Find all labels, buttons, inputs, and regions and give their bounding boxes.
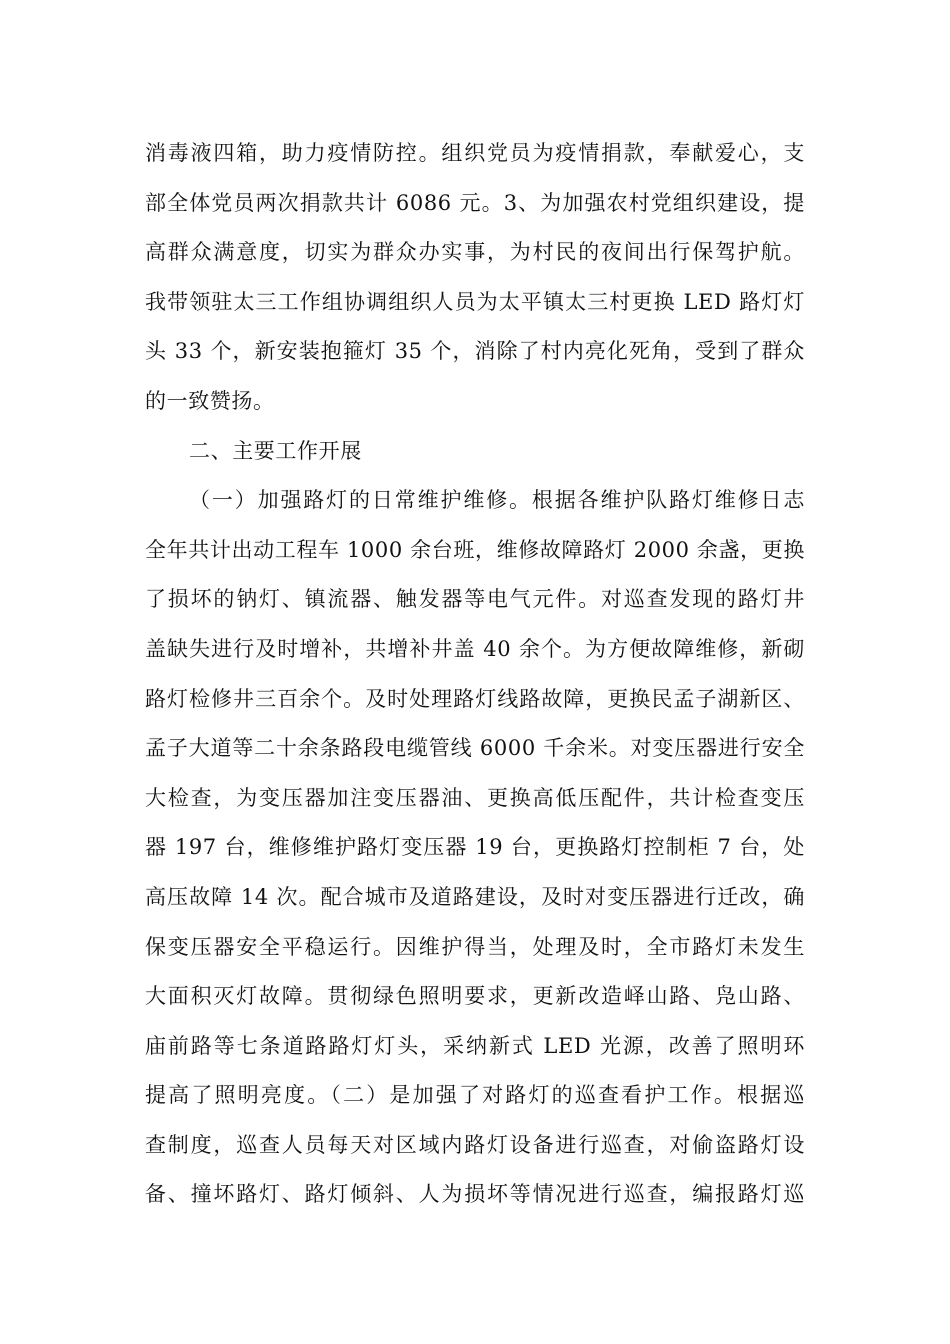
text-line-18: 大面积灭灯故障。贯彻绿色照明要求，更新改造峄山路、凫山路、 <box>145 984 805 1009</box>
section-heading: 二、主要工作开展 <box>189 438 362 463</box>
text-line-15: 器 197 台，维修维护路灯变压器 19 台，更换路灯控制柜 7 台，处 <box>145 835 805 860</box>
text-line-2: 部全体党员两次捐款共计 6086 元。3、为加强农村党组织建设，提 <box>145 190 805 215</box>
text-line-5: 头 33 个，新安装抱箍灯 35 个，消除了村内亮化死角，受到了群众 <box>145 339 805 364</box>
text-line-17: 保变压器安全平稳运行。因维护得当，处理及时，全市路灯未发生 <box>145 934 805 959</box>
text-line-16: 高压故障 14 次。配合城市及道路建设，及时对变压器进行迁改，确 <box>145 884 805 909</box>
text-line-3: 高群众满意度，切实为群众办实事，为村民的夜间出行保驾护航。 <box>145 240 805 265</box>
text-line-10: 了损坏的钠灯、镇流器、触发器等电气元件。对巡查发现的路灯井 <box>145 587 805 612</box>
text-line-20: 提高了照明亮度。（二）是加强了对路灯的巡查看护工作。根据巡 <box>145 1083 805 1108</box>
text-line-22: 备、撞坏路灯、路灯倾斜、人为损坏等情况进行巡查，编报路灯巡 <box>145 1182 805 1207</box>
text-line-9: 全年共计出动工程车 1000 余台班，维修故障路灯 2000 余盏，更换 <box>145 537 805 562</box>
text-line-4: 我带领驻太三工作组协调组织人员为太平镇太三村更换 LED 路灯灯 <box>145 289 805 314</box>
text-line-11: 盖缺失进行及时增补，共增补井盖 40 余个。为方便故障维修，新砌 <box>145 636 805 661</box>
document-body <box>145 129 805 1220</box>
text-line-14: 大检查，为变压器加注变压器油、更换高低压配件，共计检查变压 <box>145 785 805 810</box>
text-line-12: 路灯检修井三百余个。及时处理路灯线路故障，更换民孟子湖新区、 <box>145 686 805 711</box>
text-line-8: （一）加强路灯的日常维护维修。根据各维护队路灯维修日志 <box>189 488 805 513</box>
text-line-1: 消毒液四箱，助力疫情防控。组织党员为疫情捐款，奉献爱心，支 <box>145 141 805 165</box>
text-line-6: 的一致赞扬。 <box>145 388 275 413</box>
text-line-21: 查制度，巡查人员每天对区域内路灯设备进行巡查，对偷盗路灯设 <box>145 1132 805 1157</box>
text-line-13: 孟子大道等二十余条路段电缆管线 6000 千余米。对变压器进行安全 <box>145 736 805 761</box>
text-line-19: 庙前路等七条道路路灯灯头，采纳新式 LED 光源，改善了照明环 <box>145 1033 805 1058</box>
